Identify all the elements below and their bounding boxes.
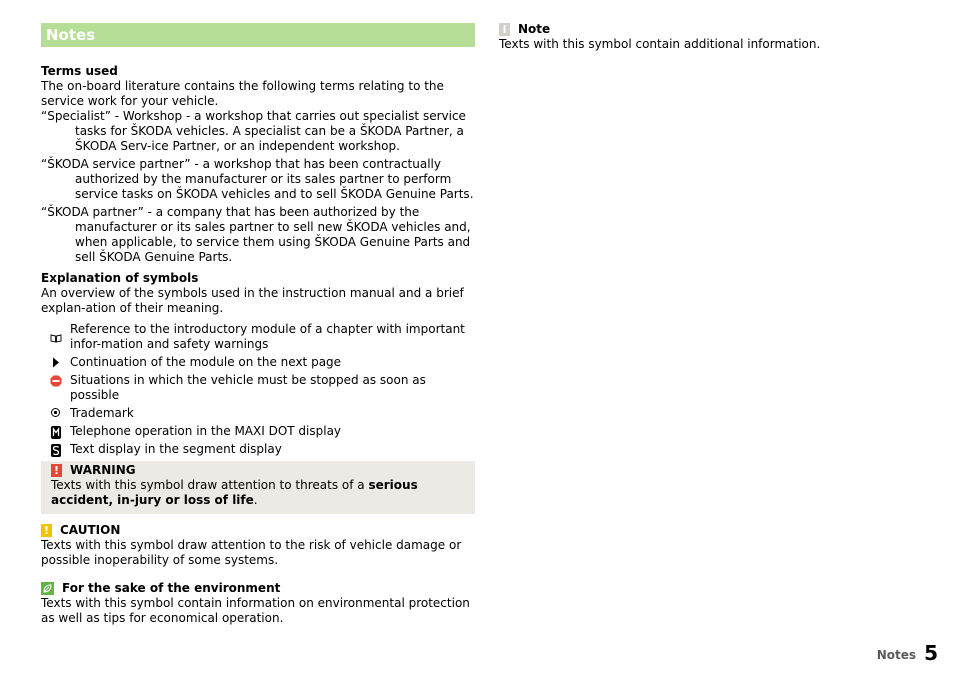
terms-heading: Terms used <box>41 64 118 78</box>
environment-block <box>41 581 475 626</box>
term-label: “Specialist” <box>41 109 111 123</box>
footer-label: Notes <box>876 648 917 662</box>
warning-title: WARNING <box>70 462 136 477</box>
caution-text: Texts with this symbol draw attention to the risk of vehicle damage or possible inoperability of some systems. <box>41 538 462 567</box>
stop-icon <box>41 373 70 403</box>
warning-text <box>51 478 465 508</box>
warning-text-after: . <box>253 493 258 507</box>
term-definition: - a company that has been authorized by the manufacturer or its sales partner to sell new ŠKODA vehicles and, when applicable, to service them using ŠKODA Genuine Parts and sell ŠKODA Genuine Parts. <box>75 205 471 264</box>
warning-title-row <box>51 461 465 478</box>
caution-title: CAUTION <box>60 523 121 537</box>
term-label: “ŠKODA service partner” <box>41 157 191 171</box>
note-text: Texts with this symbol contain additional information. <box>499 37 821 51</box>
maxi-dot-icon <box>41 424 70 439</box>
term-label: “ŠKODA partner” <box>41 205 144 219</box>
arrow-right-icon <box>41 355 70 370</box>
right-column <box>499 22 929 52</box>
symbol-list <box>41 322 475 457</box>
symbol-row <box>41 373 475 403</box>
symbol-row <box>41 322 475 352</box>
left-column <box>41 23 475 626</box>
symbol-text: Text display in the segment display <box>70 442 282 456</box>
term-specialist <box>41 109 475 154</box>
symbols-intro: An overview of the symbols used in the instruction manual and a brief explan-ation of their meaning. <box>41 286 464 315</box>
trademark-icon <box>41 406 70 421</box>
symbol-text: Trademark <box>70 406 134 420</box>
segment-icon <box>41 442 70 457</box>
symbols-heading: Explanation of symbols <box>41 271 199 285</box>
page-number: 5 <box>924 641 938 665</box>
symbol-row <box>41 424 475 439</box>
page-footer <box>877 643 938 663</box>
caution-icon: ! <box>41 524 52 537</box>
section-title: Notes <box>41 23 475 47</box>
environment-title-row <box>41 581 475 596</box>
term-definition: - Workshop - a workshop that carries out specialist service tasks for ŠKODA vehicles. A specialist can be a ŠKODA Partner, a ŠKODA Serv-ice Partner, or an independent workshop. <box>75 109 466 153</box>
leaf-icon <box>41 582 54 595</box>
note-title: Note <box>518 22 551 36</box>
environment-title: For the sake of the environment <box>62 581 281 595</box>
note-title-row <box>499 22 929 37</box>
term-partner <box>41 205 475 265</box>
symbol-text: Situations in which the vehicle must be stopped as soon as possible <box>70 373 426 402</box>
terms-intro: The on-board literature contains the following terms relating to the service work for your vehicle. <box>41 79 444 108</box>
symbol-row <box>41 442 475 457</box>
info-icon: i <box>499 23 510 36</box>
warning-text-before: Texts with this symbol draw attention to threats of a <box>51 478 369 492</box>
term-definition: - a workshop that has been contractually authorized by the manufacturer or its sales partner to perform service tasks on ŠKODA vehicles and to sell ŠKODA Genuine Parts. <box>75 157 474 201</box>
caution-title-row <box>41 523 475 538</box>
warning-text-bold: serious accident, in-jury or loss of life <box>51 478 418 507</box>
book-icon <box>41 322 70 352</box>
environment-text: Texts with this symbol contain information on environmental protection as well as tips for economical operation. <box>41 596 470 625</box>
caution-block <box>41 523 475 568</box>
symbol-text: Reference to the introductory module of a chapter with important infor-mation and safety warnings <box>70 322 465 351</box>
warning-icon: ! <box>51 464 62 477</box>
term-service-partner <box>41 157 475 202</box>
warning-box <box>41 461 475 514</box>
symbol-row <box>41 355 475 370</box>
symbol-text: Continuation of the module on the next page <box>70 355 342 369</box>
symbol-text: Telephone operation in the MAXI DOT display <box>70 424 342 438</box>
symbol-row <box>41 406 475 421</box>
